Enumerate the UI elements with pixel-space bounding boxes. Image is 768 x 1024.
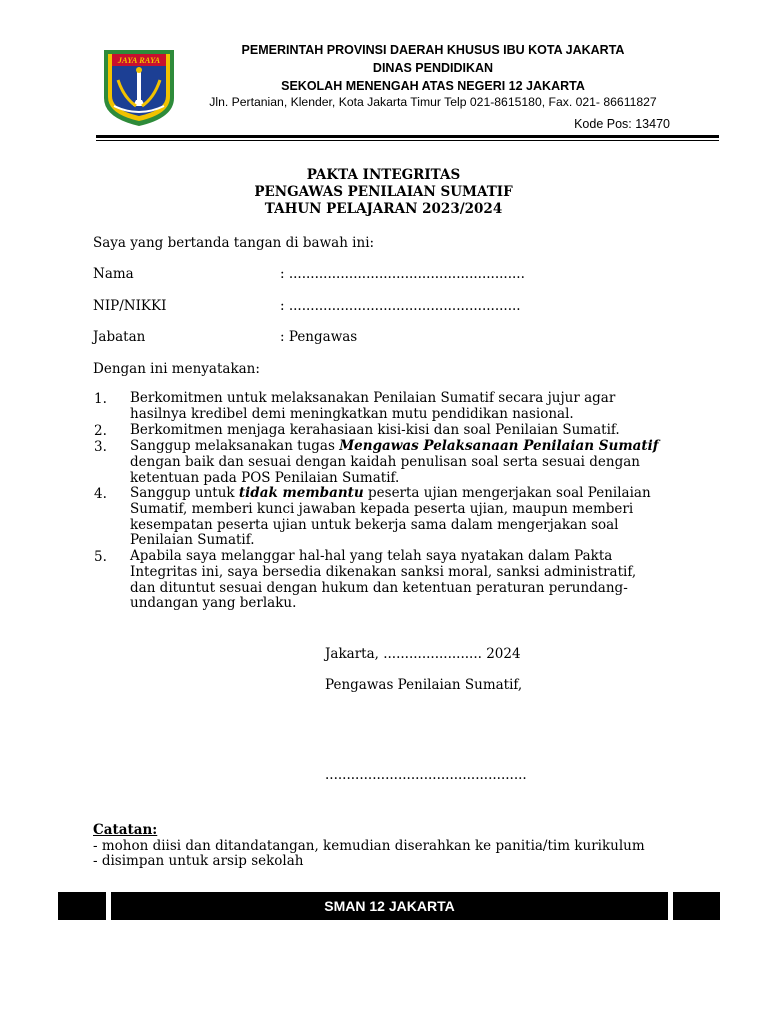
declaration-intro: Dengan ini menyatakan: [93,361,260,377]
signature-line: ............................................... [325,767,527,783]
header-divider [96,135,719,138]
footer-block-right [673,892,720,920]
item-line: Sumatif, memberi kunci jawaban kepada peserta ujian, maupun memberi [130,500,634,517]
footer-block-left [58,892,106,920]
list-item [130,439,690,486]
position-value: : Pengawas [280,329,358,345]
document-title: PAKTA INTEGRITAS [306,167,461,183]
item-line: dan dituntut sesuai dengan hukum dan ketentuan peraturan perundang- [130,579,628,596]
item-number: 5. [94,549,107,565]
item-line [130,486,690,502]
list-item [130,423,690,439]
place-date: Jakarta, ....................... 2024 [325,646,521,662]
emphasis-text: tidak membantu [238,485,364,501]
header-divider-thin [96,140,719,141]
list-item [130,549,690,612]
item-line: Berkomitmen untuk melaksanakan Penilaian Sumatif secara jujur agar [130,390,616,406]
item-line: ketentuan pada POS Penilaian Sumatif. [130,469,400,486]
item-line: Berkomitmen menjaga kerahasiaan kisi-kisi dan soal Penilaian Sumatif. [130,422,620,438]
name-field: : ....................................................... [280,266,525,282]
signatory-role: Pengawas Penilaian Sumatif, [325,677,523,693]
header-postcode: Kode Pos: 13470 [574,117,670,131]
position-label: Jabatan [93,329,146,345]
header-address: Jln. Pertanian, Klender, Kota Jakarta Timur Telp 021-8615180, Fax. 021- 86611827 [209,95,657,109]
document-subtitle: PENGAWAS PENILAIAN SUMATIF [254,184,513,200]
header-agency: DINAS PENDIDIKAN [372,61,494,75]
footer-banner [111,892,668,920]
item-line: dengan baik dan sesuai dengan kaidah penulisan soal serta sesuai dengan [130,453,640,470]
emphasis-text: Mengawas Pelaksanaan Penilaian Sumatif [339,438,659,454]
notes-heading: Catatan: [93,822,158,838]
nip-label: NIP/NIKKI [93,298,167,314]
item-line: undangan yang berlaku. [130,595,297,612]
item-text: Sanggup untuk [130,485,239,501]
item-number: 3. [94,439,107,455]
item-number: 4. [94,486,107,502]
note-item: - mohon diisi dan ditandatangan, kemudian diserahkan ke panitia/tim kurikulum [93,838,645,854]
intro-text: Saya yang bertanda tangan di bawah ini: [93,235,375,251]
item-number: 1. [94,391,107,407]
item-text: Sanggup melaksanakan tugas [130,438,340,454]
nip-field: : ...................................................... [280,298,521,314]
header-school: SEKOLAH MENENGAH ATAS NEGERI 12 JAKARTA [281,79,585,93]
header-government: PEMERINTAH PROVINSI DAERAH KHUSUS IBU KOTA JAKARTA [241,43,625,57]
list-item [130,486,690,549]
item-line [130,439,690,455]
footer-school-name: SMAN 12 JAKARTA [324,898,455,914]
item-line: Apabila saya melanggar hal-hal yang telah saya nyatakan dalam Pakta [130,548,613,564]
item-line: Penilaian Sumatif. [130,532,255,549]
item-number: 2. [94,423,107,439]
list-item [130,391,690,423]
item-text: peserta ujian mengerjakan soal Penilaian [363,485,651,501]
document-year: TAHUN PELAJARAN 2023/2024 [264,201,503,217]
item-line: hasilnya kredibel demi meningkatkan mutu pendidikan nasional. [130,405,574,422]
name-label: Nama [93,266,134,282]
note-item: - disimpan untuk arsip sekolah [93,853,304,869]
item-line: kesempatan peserta ujian untuk bekerja sama dalam mengerjakan soal [130,516,619,533]
logo-text: JAYA RAYA [117,55,161,65]
item-line: Integritas ini, saya bersedia dikenakan sanksi moral, sanksi administratif, [130,563,637,580]
